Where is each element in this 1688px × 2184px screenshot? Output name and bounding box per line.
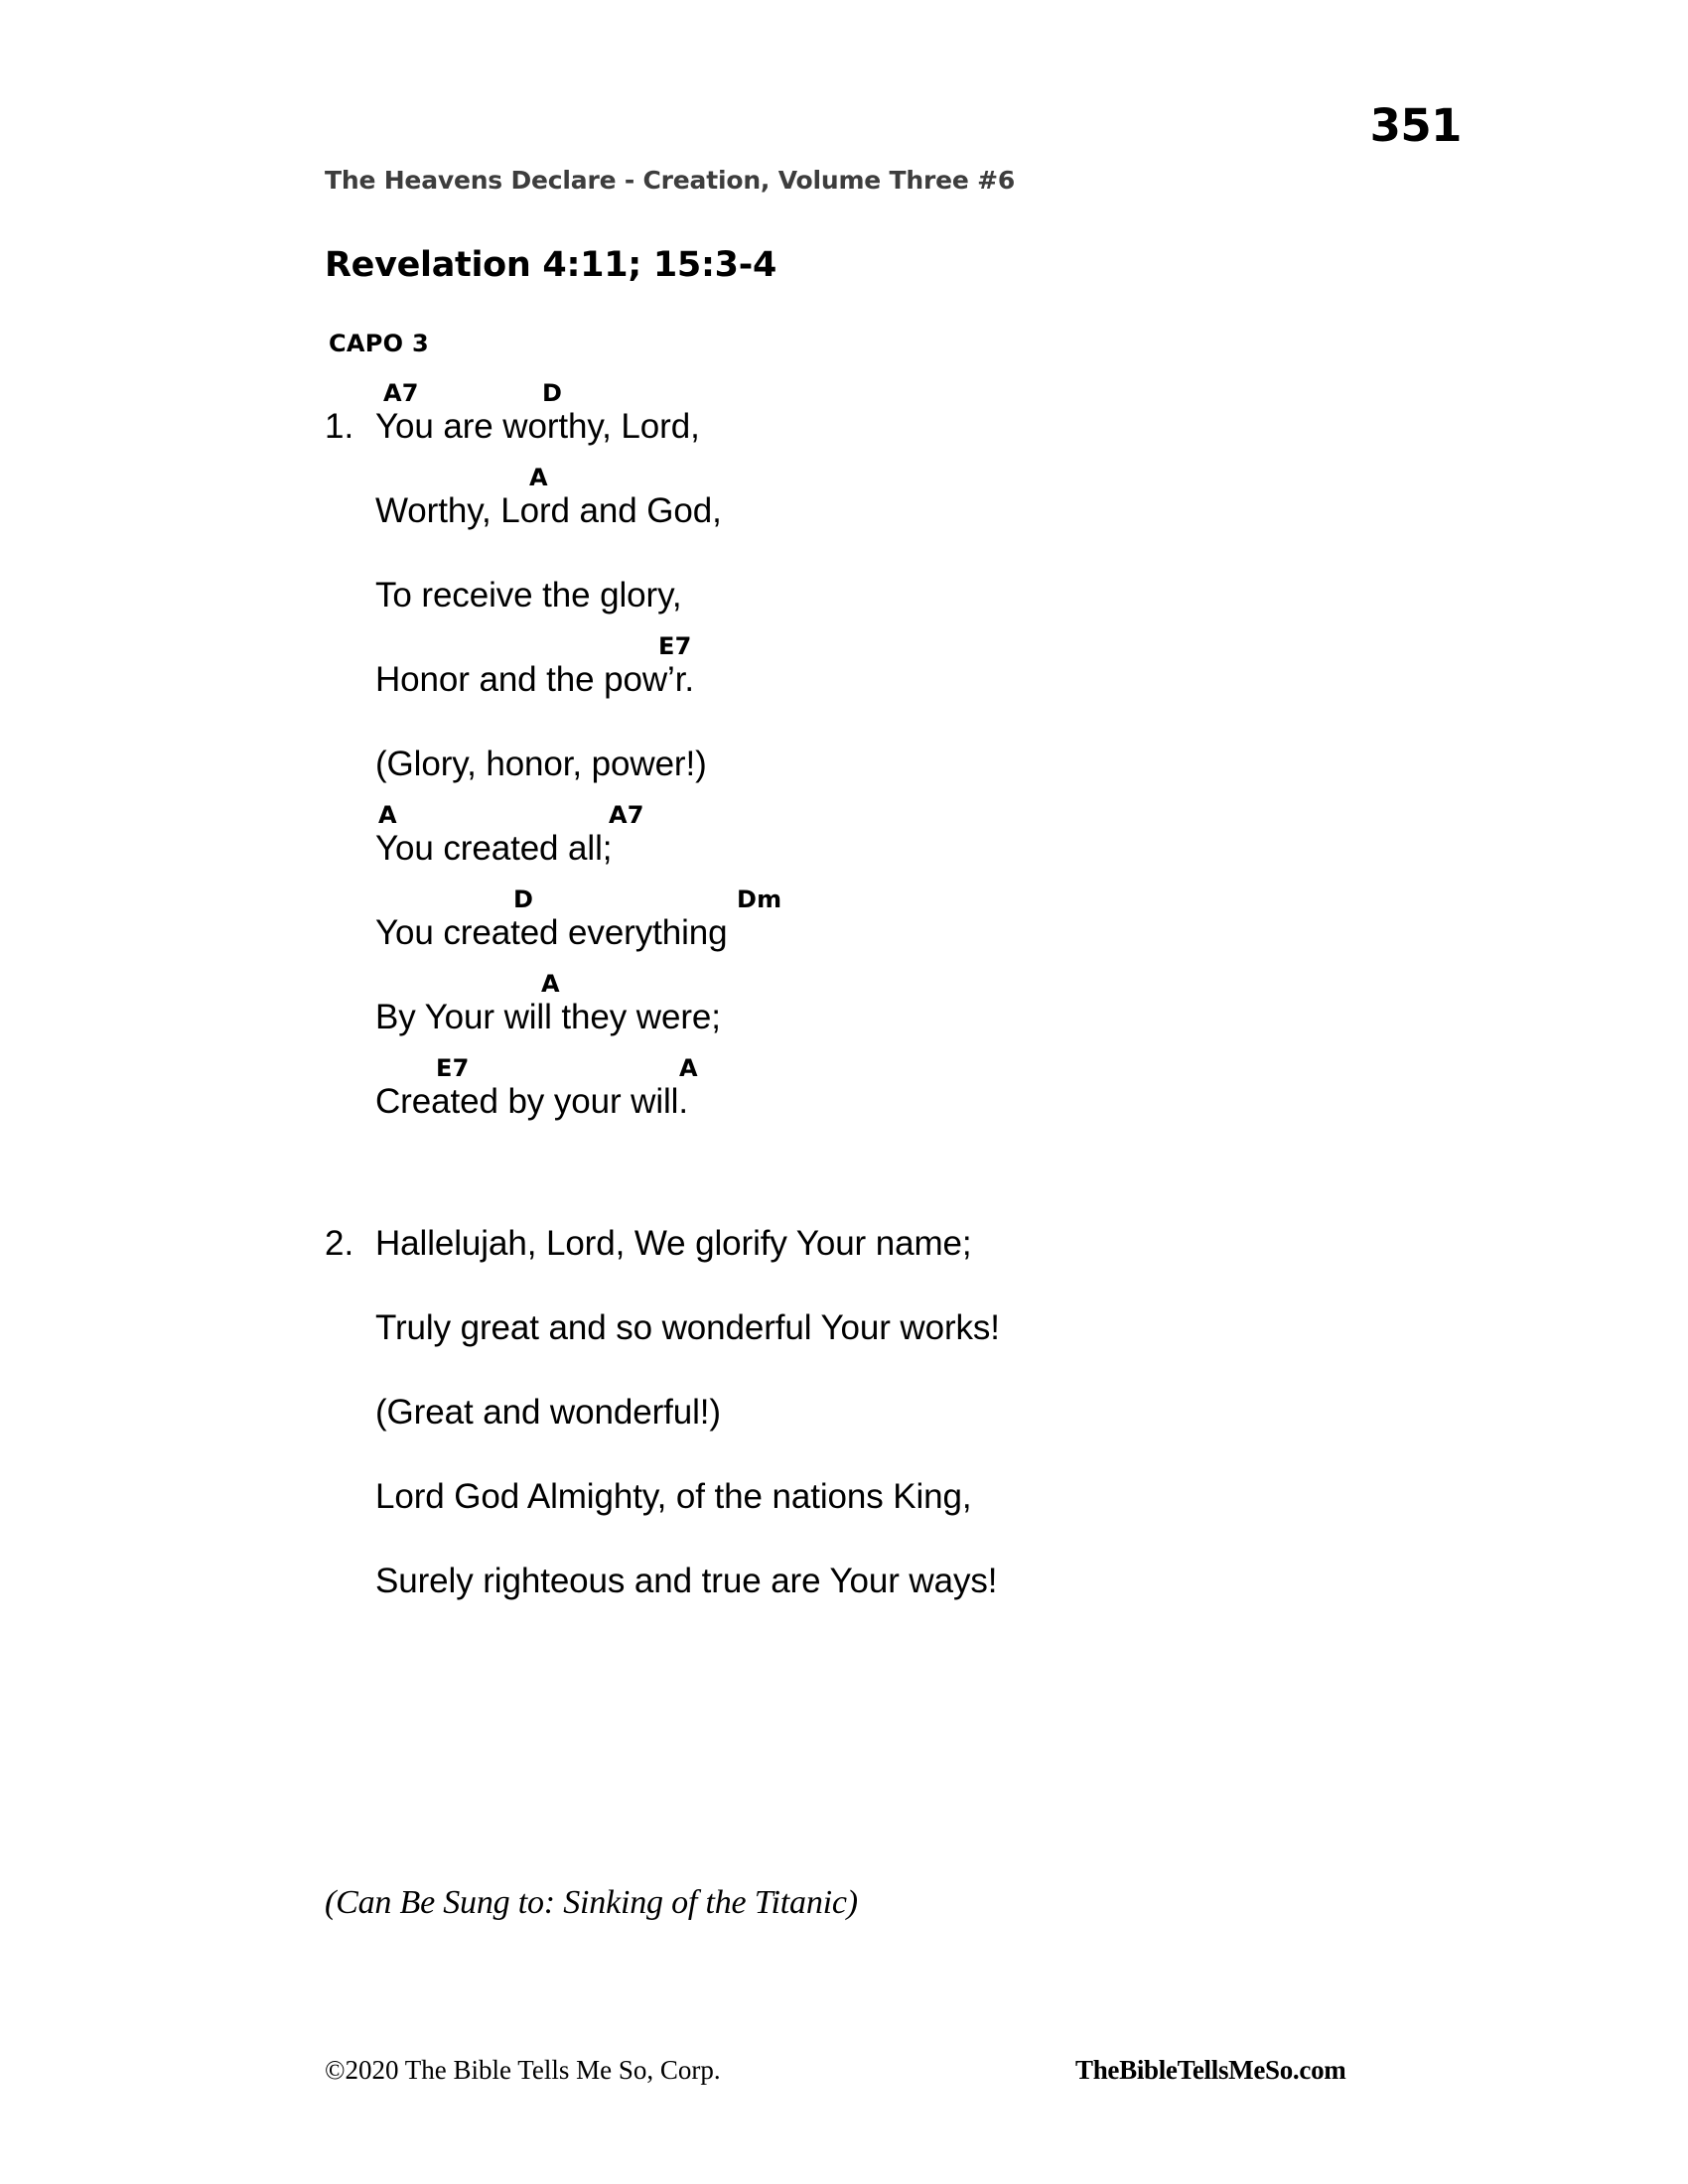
capo-label: CAPO 3: [329, 330, 430, 357]
lyric-text: You are worthy, Lord,: [375, 407, 700, 446]
lyric-line: [0, 1052, 1688, 1137]
verse: [0, 1194, 1688, 1616]
chord-row: [0, 1447, 1688, 1477]
lyric-line: [0, 884, 1688, 968]
lyric-text: Honor and the pow’r.: [375, 660, 694, 699]
lyric-row: [0, 1393, 1688, 1447]
lyric-row: [0, 407, 1688, 462]
lyric-line: [0, 1279, 1688, 1363]
lyric-text: Surely righteous and true are Your ways!: [375, 1562, 998, 1600]
lyric-row: [0, 1082, 1688, 1137]
website-link[interactable]: TheBibleTellsMeSo.com: [1075, 2055, 1346, 2085]
verse: [0, 377, 1688, 1137]
lyric-row: [0, 576, 1688, 630]
lyric-row: [0, 745, 1688, 799]
chord-row: [0, 1052, 1688, 1082]
chord-row: [0, 1279, 1688, 1308]
lyric-text: Worthy, Lord and God,: [375, 491, 722, 530]
chord-row: [0, 1194, 1688, 1224]
lyric-row: [0, 1224, 1688, 1279]
chord-row: [0, 968, 1688, 998]
chord-label: A: [541, 970, 560, 998]
lyric-line: [0, 630, 1688, 715]
copyright-notice: ©2020 The Bible Tells Me So, Corp.: [325, 2055, 721, 2085]
chord-row: [0, 715, 1688, 745]
chord-label: A: [679, 1054, 698, 1082]
tune-note: (Can Be Sung to: Sinking of the Titanic): [325, 1884, 858, 1921]
page-number: 351: [1369, 99, 1462, 152]
verse-number: 1.: [325, 407, 354, 446]
chord-label: E7: [658, 632, 692, 660]
lyrics-body: [0, 377, 1688, 1616]
lyric-line: [0, 1194, 1688, 1279]
chord-row: [0, 630, 1688, 660]
chord-row: [0, 884, 1688, 913]
lyric-row: [0, 829, 1688, 884]
lyric-row: [0, 998, 1688, 1052]
lyric-row: [0, 660, 1688, 715]
lyric-text: By Your will they were;: [375, 998, 721, 1036]
lyric-text: Created by your will.: [375, 1082, 688, 1121]
chord-row: [0, 377, 1688, 407]
chord-label: Dm: [737, 886, 782, 913]
lyric-line: [0, 377, 1688, 462]
chord-row: [0, 462, 1688, 491]
lyric-text: (Great and wonderful!): [375, 1393, 721, 1432]
lyric-line: [0, 1363, 1688, 1447]
chord-row: [0, 799, 1688, 829]
chord-row: [0, 1363, 1688, 1393]
verse-number: 2.: [325, 1224, 354, 1263]
lyric-line: [0, 799, 1688, 884]
chord-label: A7: [383, 379, 419, 407]
lyric-line: [0, 462, 1688, 546]
chord-label: D: [542, 379, 563, 407]
lyric-row: [0, 1477, 1688, 1532]
chord-label: A: [378, 801, 397, 829]
lyric-line: [0, 1532, 1688, 1616]
lyric-line: [0, 968, 1688, 1052]
chord-label: A7: [609, 801, 644, 829]
lyric-text: You created everything: [375, 913, 728, 952]
verse-spacer: [0, 1137, 1688, 1194]
lyric-text: To receive the glory,: [375, 576, 682, 614]
lyric-text: Hallelujah, Lord, We glorify Your name;: [375, 1224, 972, 1263]
chord-row: [0, 1532, 1688, 1562]
lyric-row: [0, 1308, 1688, 1363]
lyric-text: Lord God Almighty, of the nations King,: [375, 1477, 972, 1516]
chord-label: A: [529, 464, 548, 491]
chord-row: [0, 546, 1688, 576]
lyric-row: [0, 1562, 1688, 1616]
lyric-row: [0, 491, 1688, 546]
lyric-row: [0, 913, 1688, 968]
song-title: Revelation 4:11; 15:3-4: [325, 245, 777, 285]
lyric-text: You created all;: [375, 829, 613, 868]
lyric-line: [0, 546, 1688, 630]
book-subtitle: The Heavens Declare - Creation, Volume Three #6: [325, 166, 1016, 195]
lyric-text: Truly great and so wonderful Your works!: [375, 1308, 1000, 1347]
lyric-line: [0, 1447, 1688, 1532]
lyric-line: [0, 715, 1688, 799]
lyric-text: (Glory, honor, power!): [375, 745, 707, 783]
chord-label: D: [513, 886, 534, 913]
chord-label: E7: [436, 1054, 470, 1082]
